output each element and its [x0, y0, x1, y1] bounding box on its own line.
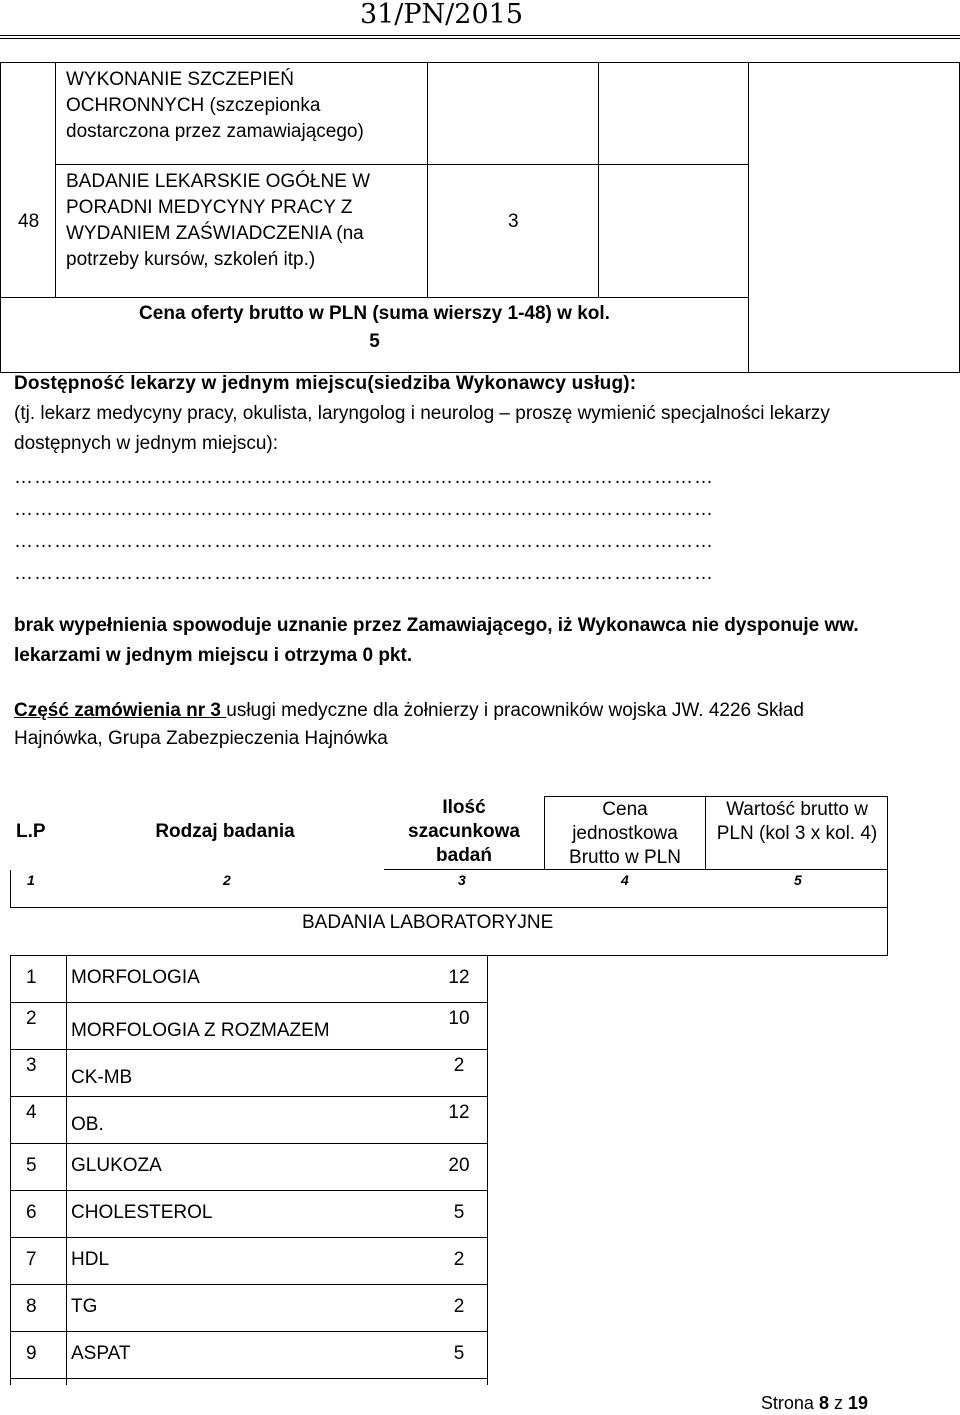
header-unit-price: Cena jednostkowa Brutto w PLN — [569, 799, 681, 868]
col-num-2: 2 — [223, 872, 231, 888]
row-number: 48 — [18, 211, 40, 232]
table-row — [10, 955, 488, 1003]
header-total-value: Wartość brutto w PLN (kol 3 x kol. 4) — [716, 799, 878, 844]
total-value-cell — [748, 164, 960, 373]
row-test-name: GLUKOZA — [71, 1155, 162, 1176]
row-test-name: HDL — [71, 1249, 110, 1270]
section-title: BADANIA LABORATORYJNE — [302, 912, 554, 933]
row-quantity: 2 — [453, 1055, 465, 1076]
footer-prefix: Strona — [760, 1393, 819, 1413]
column-numbers-row — [10, 870, 888, 908]
col-num-4: 4 — [621, 872, 629, 888]
row-quantity: 12 — [448, 967, 470, 988]
table-row — [10, 1190, 488, 1238]
price-cell — [598, 164, 749, 298]
sum-label: Cena oferty brutto w PLN (suma wierszy 1-48) w kol. — [139, 303, 610, 324]
table-row — [10, 1331, 488, 1379]
footer-mid: z — [828, 1393, 848, 1413]
qty-cell-empty — [427, 62, 599, 165]
row-quantity: 5 — [453, 1343, 465, 1364]
col-num-5: 5 — [794, 872, 802, 888]
section-row — [10, 907, 888, 956]
price-table-fragment — [0, 62, 960, 373]
row-lp: 7 — [26, 1249, 37, 1270]
exam-description: BADANIE LEKARSKIE OGÓŁNE W PORADNI MEDYCYNY PRACY Z WYDANIEM ZAŚWIADCZENIA (na potrzeby kursów, szkoleń itp.) — [55, 164, 428, 298]
row-lp: 3 — [26, 1055, 37, 1076]
row-quantity: 12 — [448, 1102, 470, 1123]
table-row — [10, 1049, 488, 1097]
value-cell-empty — [748, 62, 960, 165]
qty-cell — [427, 164, 599, 298]
dots-line-3: …………………………………………………………………………………………… — [14, 531, 714, 552]
part-title-bold: Część zamówienia nr 3 — [14, 700, 227, 721]
row-test-name: OB. — [71, 1114, 104, 1135]
dots-line-4: …………………………………………………………………………………………… — [14, 563, 714, 584]
col-num-1: 1 — [27, 872, 35, 888]
row-test-name: CK-MB — [71, 1067, 133, 1088]
page-footer — [761, 1393, 868, 1414]
part-title — [14, 697, 864, 753]
table-row — [10, 1143, 488, 1191]
header-quantity: Ilość szacunkowa badań — [408, 797, 520, 866]
dots-line-1: …………………………………………………………………………………………… — [14, 467, 714, 488]
table-row — [10, 1284, 488, 1332]
row-test-name: TG — [71, 1296, 98, 1317]
row-quantity: 10 — [448, 1008, 470, 1029]
footer-page: 8 — [818, 1393, 829, 1413]
row-lp: 6 — [26, 1202, 37, 1223]
table-row — [10, 1237, 488, 1285]
quantity-value: 3 — [508, 211, 519, 232]
row-lp: 4 — [26, 1102, 37, 1123]
sum-row — [0, 297, 749, 373]
price-cell-empty — [598, 62, 749, 165]
header-rule — [0, 35, 960, 39]
footer-total: 19 — [847, 1393, 868, 1413]
table-row — [10, 1096, 488, 1144]
vaccination-description: WYKONANIE SZCZEPIEŃ OCHRONNYCH (szczepionka dostarczona przez zamawiającego) — [55, 62, 428, 165]
sum-label-column: 5 — [369, 331, 380, 352]
row-test-name: CHOLESTEROL — [71, 1202, 213, 1223]
row-quantity: 2 — [453, 1249, 465, 1270]
row-lp: 9 — [26, 1343, 37, 1364]
part-title-rest: usługi medyczne dla żołnierzy i pracowników wojska JW. 4226 Skład Hajnówka, Grupa Zabezpieczenia Hajnówka — [14, 700, 804, 749]
row-test-name: MORFOLOGIA — [71, 967, 200, 988]
row-test-name: MORFOLOGIA Z ROZMAZEM — [71, 1020, 330, 1041]
dots-line-2: …………………………………………………………………………………………… — [14, 499, 714, 520]
row-quantity: 20 — [448, 1155, 470, 1176]
col-num-3: 3 — [458, 872, 466, 888]
availability-warning: brak wypełnienia spowoduje uznanie przez Zamawiającego, iż Wykonawca nie dysponuje ww. lekarzami w jednym miejscu i otrzyma 0 pkt. — [14, 615, 859, 666]
row-lp: 1 — [26, 967, 37, 988]
header-lp: L.P — [16, 821, 46, 842]
row-lp: 5 — [26, 1155, 37, 1176]
row-number-cell — [0, 62, 56, 298]
row-test-name: ASPAT — [71, 1343, 131, 1364]
table-row — [10, 1002, 488, 1050]
row-lp: 8 — [26, 1296, 37, 1317]
availability-text: (tj. lekarz medycyny pracy, okulista, laryngolog i neurolog – proszę wymienić specjalności lekarzy dostępnych w jednym miejscu): — [14, 403, 830, 454]
availability-heading: Dostępność lekarzy w jednym miejscu(siedziba Wykonawcy usług): — [14, 373, 637, 394]
row-quantity: 5 — [453, 1202, 465, 1223]
row-lp: 2 — [26, 1008, 37, 1029]
document-number: 31/PN/2015 — [359, 0, 523, 30]
header-test-type: Rodzaj badania — [155, 821, 295, 842]
row-quantity: 2 — [453, 1296, 465, 1317]
